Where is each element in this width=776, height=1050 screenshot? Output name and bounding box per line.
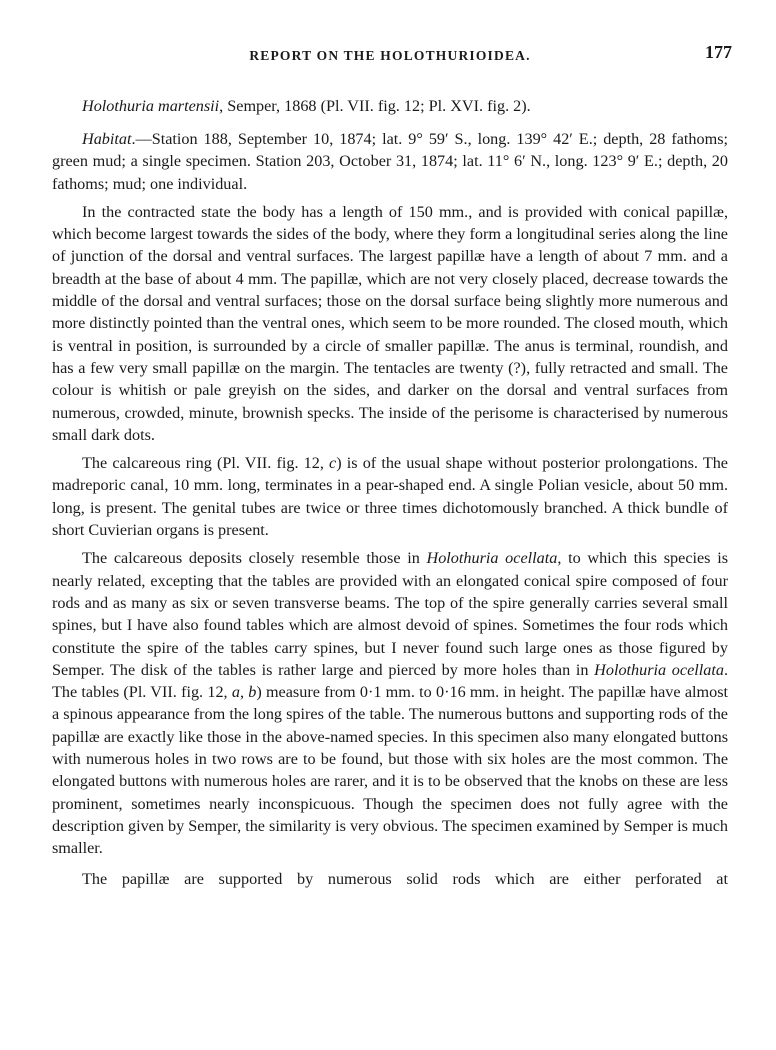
final-line: The papillæ are supported by numerous solid rods which are either perforated at <box>82 869 728 888</box>
running-title: REPORT ON THE HOLOTHURIOIDEA. <box>249 48 531 63</box>
species-name: Holothuria martensii <box>82 97 220 115</box>
calcareous-ring-paragraph <box>52 452 728 541</box>
deposits-separator: , <box>239 683 249 702</box>
species-heading <box>52 94 728 119</box>
deposits-figure-letter-b: b <box>248 683 257 702</box>
species-authority: , Semper, 1868 (Pl. VII. fig. 12; Pl. XVI. fig. 2). <box>219 97 531 115</box>
deposits-text-2: , to which this species is nearly related, excepting that the tables are provided with an elongated conical spire composed of four rods and as many as six or seven transverse beams. The top of the spire generally carries several small spines, but I have also found tables which are almost devoid of spines. Sometimes the four rods which constitute the spire of the tables carry spines, but I never found such large ones as those figured by Semper. The disk of the tables is rather large and pierced by more holes than in <box>52 549 728 679</box>
ring-text-a: The calcareous ring (Pl. VII. fig. 12, <box>82 454 330 473</box>
body-paragraph: In the contracted state the body has a length of 150 mm., and is provided with conical papillæ, which become largest towards the sides of the body, where they form a longitudinal series along the line of junction of the dorsal and ventral surfaces. The largest papillæ have a length of about 7 mm. and a breadth at the base of about 4 mm. The papillæ, which are not very closely placed, decrease towards the middle of the dorsal and ventral surfaces; those on the dorsal surface being slightly more numerous and more distinctly pointed than the ventral ones, which seem to be more rounded. The closed mouth, which is ventral in position, is surrounded by a circle of smaller papillæ. The anus is terminal, roundish, and has a few very small papillæ on the margin. The tentacles are twenty (?), fully retracted and small. The colour is whitish or pale greyish on the sides, and darker on the dorsal and ventral surfaces from numerous, crowded, minute, brownish specks. The inside of the perisome is characterised by numerous small dark dots. <box>52 202 728 444</box>
deposits-figure-letter-a: a <box>231 683 240 702</box>
habitat-paragraph <box>52 128 728 195</box>
habitat-label: Habitat <box>82 130 132 148</box>
deposits-species-2: Holothuria ocellata <box>594 660 724 679</box>
ring-text-b: ) is of the usual shape without posterior prolongations. The madreporic canal, 10 mm. long, terminates in a pear-shaped end. A single Polian vesicle, about 50 mm. long, is present. The genital tubes are twice or three times dichotomously branched. A thick bundle of short Cuvierian organs is present. <box>52 454 728 540</box>
deposits-text-4: ) measure from 0·1 mm. to 0·16 mm. in height. The papillæ have almost a spinous appearance from the long spires of the table. The numerous buttons and supporting rods of the papillæ are exactly like those in the above-named species. In this specimen also many elongated buttons with numerous holes in two rows are to be found, but those with six holes are the most common. The elongated buttons with numerous holes are rarer, and it is to be observed that the knobs on these are less prominent, sometimes nearly inconspicuous. Though the specimen does not fully agree with the description given by Semper, the similarity is very obvious. The specimen examined by Semper is much smaller. <box>52 683 728 858</box>
habitat-text: .—Station 188, September 10, 1874; lat. 9° 59′ S., long. 139° 42′ E.; depth, 28 fathoms; green mud; a single specimen. Station 203, October 31, 1874; lat. 11° 6′ N., long. 123° 9′ E.; depth, 20 fathoms; mud; one individual. <box>52 130 728 193</box>
deposits-text-3: . The tables (Pl. VII. fig. 12, <box>52 660 729 702</box>
page-number: 177 <box>705 42 732 62</box>
calcareous-deposits-paragraph <box>52 547 728 859</box>
running-header <box>52 40 732 70</box>
ring-figure-letter: c <box>329 454 337 473</box>
document-page <box>52 40 732 890</box>
deposits-species-1: Holothuria ocellata <box>426 549 558 568</box>
deposits-text-1: The calcareous deposits closely resemble those in <box>82 549 427 568</box>
